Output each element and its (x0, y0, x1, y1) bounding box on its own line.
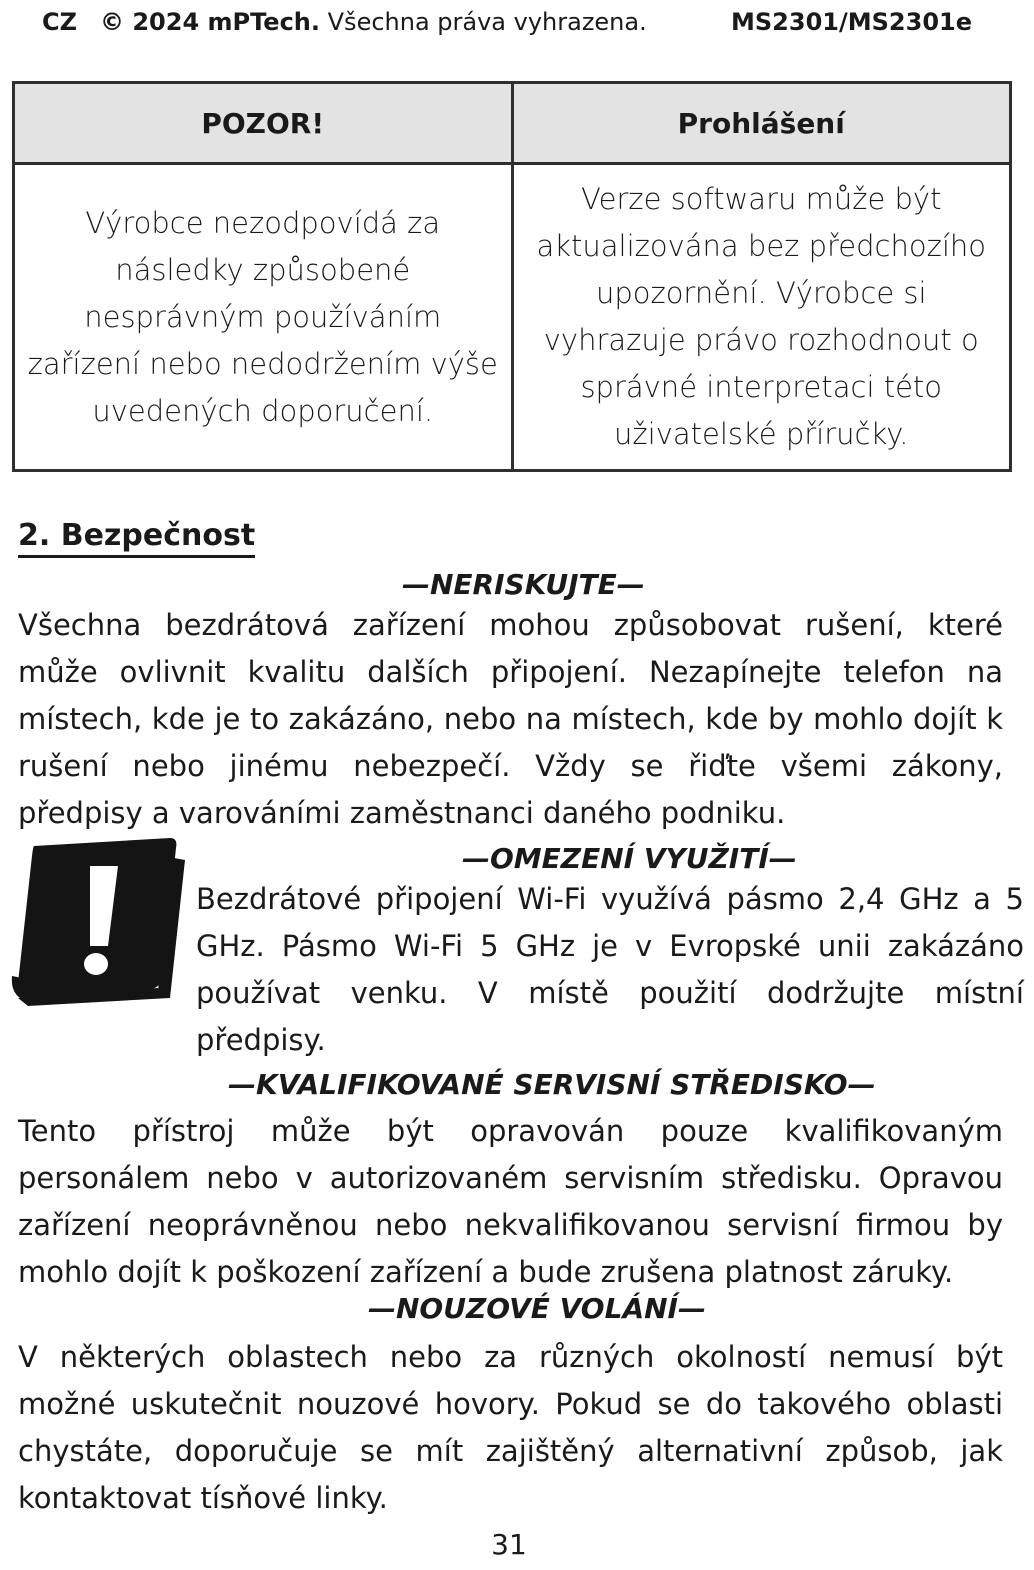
copyright-holder: © 2024 mPTech. (100, 8, 320, 36)
declaration-header: Prohlášení (512, 83, 1011, 164)
emergency-paragraph: V některých oblastech nebo za různých okolností nemusí být možné uskutečnit nouzové hovory. Pokud se do takového oblasti chystáte, doporučuje se mít zajištěný alternativní způsob, jak kontaktovat tísňové linky. (18, 1340, 1003, 1515)
model-number: MS2301/MS2301e (731, 8, 972, 36)
page-number: 31 (491, 1528, 527, 1561)
manual-warning-icon (10, 838, 186, 1006)
page-header (0, 0, 1034, 44)
risk-paragraph: Všechna bezdrátová zařízení mohou způsobovat rušení, které může ovlivnit kvalitu dalších připojení. Nezapínejte telefon na místech, kde je to zakázáno, nebo na místech, kde by mohlo dojít k rušení nebo jinému nebezpečí. Vždy se řiďte všemi zákony, předpisy a varováními zaměstnanci daného podniku. (18, 608, 1003, 830)
service-subtitle: —KVALIFIKOVANÉ SERVISNÍ STŘEDISKO— (228, 1068, 876, 1101)
limitation-paragraph: Bezdrátové připojení Wi-Fi využívá pásmo 2,4 GHz a 5 GHz. Pásmo Wi-Fi 5 GHz je v Evropské unii zakázáno používat venku. V místě použití dodržujte místní předpisy. (196, 882, 1024, 1057)
declaration-text: Verze softwaru může být aktualizována bez předchozího upozornění. Výrobce si vyhrazuje právo rozhodnout o správné interpretaci této uživatelské příručky. (512, 164, 1011, 471)
language-code: CZ (42, 8, 78, 36)
caution-text: Výrobce nezodpovídá za následky způsobené nesprávným používáním zařízení nebo nedodržením výše uvedených doporučení. (14, 164, 513, 471)
section-title: 2. Bezpečnost (18, 518, 255, 558)
service-paragraph: Tento přístroj může být opravován pouze kvalifikovaným personálem nebo v autorizovaném servisním středisku. Opravou zařízení neoprávněnou nebo nekvalifikovanou servisní firmou by mohlo dojít k poškození zařízení a bude zrušena platnost záruky. (18, 1114, 1003, 1289)
rights-reserved: Všechna práva vyhrazena. (327, 8, 647, 36)
copyright-line (100, 8, 647, 36)
emergency-subtitle: —NOUZOVÉ VOLÁNÍ— (368, 1292, 706, 1325)
limitation-subtitle: —OMEZENÍ VYUŽITÍ— (462, 842, 797, 875)
risk-subtitle: —NERISKUJTE— (402, 568, 645, 601)
caution-header: POZOR! (14, 83, 513, 164)
notice-table (12, 81, 1012, 472)
